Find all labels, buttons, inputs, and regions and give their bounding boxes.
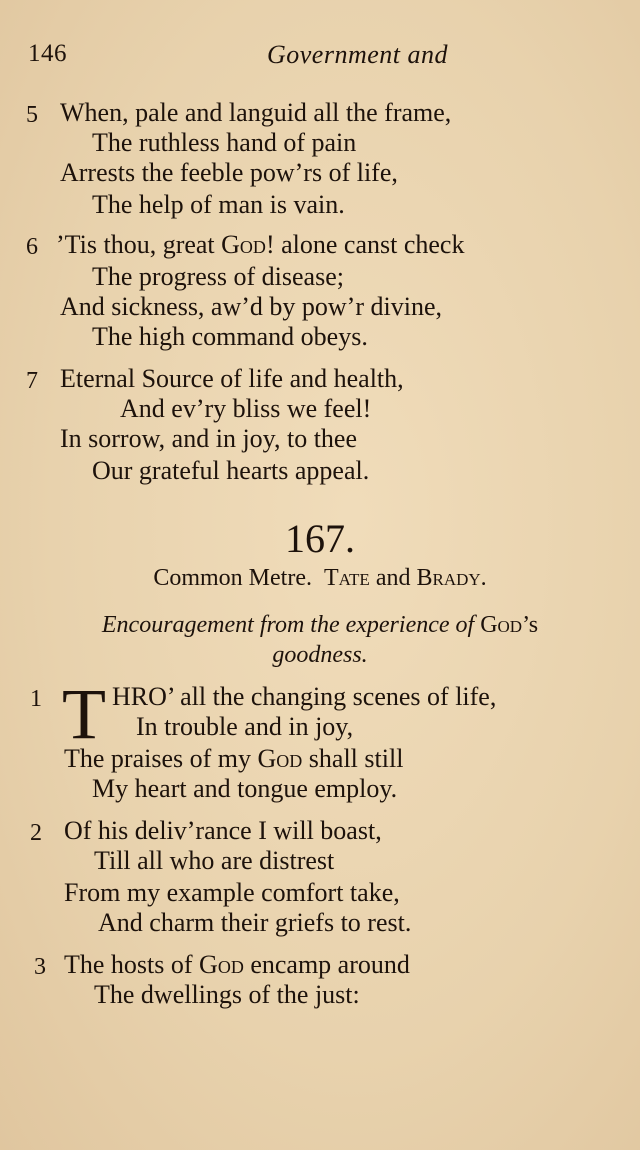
author-brady: Brady — [416, 565, 481, 591]
stanza-number: 7 — [26, 368, 38, 394]
page-header — [28, 40, 588, 80]
stanza-number: 3 — [34, 954, 46, 980]
page-number: 146 — [28, 40, 67, 67]
verse-line: Our grateful hearts appeal. — [92, 456, 370, 485]
verse-line: When, pale and languid all the frame, — [60, 98, 452, 127]
verse-line: ’Tis thou, great God! alone canst check — [56, 230, 465, 259]
author-tate: Tate — [323, 565, 370, 591]
stanza-number: 6 — [26, 234, 38, 260]
verse-line: The help of man is vain. — [92, 190, 345, 219]
verse-line: Of his deliv’rance I will boast, — [64, 816, 382, 845]
verse-line: My heart and tongue employ. — [92, 774, 398, 803]
meter: Common Metre. — [153, 565, 312, 591]
verse-line: In trouble and in joy, — [136, 712, 354, 741]
verse-line: And charm their griefs to rest. — [98, 908, 412, 937]
verse-line: And sickness, aw’d by pow’r divine, — [60, 292, 442, 321]
hymn-subject: Encouragement from the experience of God’s — [101, 612, 539, 638]
verse-line: Till all who are distrest — [94, 846, 335, 875]
verse-line: The progress of disease; — [92, 262, 344, 291]
stanza-number: 5 — [26, 102, 38, 128]
hymn-number: 167. — [285, 516, 355, 561]
verse-line: The high command obeys. — [92, 322, 368, 351]
verse-line: Eternal Source of life and health, — [60, 364, 404, 393]
verse-line: The hosts of God encamp around — [64, 950, 410, 979]
verse-line: The ruthless hand of pain — [92, 128, 357, 157]
verse-line: In sorrow, and in joy, to thee — [60, 424, 358, 453]
stanza-number: 2 — [30, 820, 42, 846]
verse-line: The praises of my God shall still — [64, 744, 404, 773]
verse-line: Arrests the feeble pow’rs of life, — [60, 158, 398, 187]
verse-line: From my example comfort take, — [64, 878, 400, 907]
verse-line: The dwellings of the just: — [94, 980, 360, 1009]
running-head: Government and — [266, 40, 448, 69]
meter-and-authors: Common Metre. Tate and Brady. — [153, 565, 487, 591]
drop-cap: T — [62, 674, 106, 754]
verse-line: HRO’ all the changing scenes of life, — [112, 682, 497, 711]
stanza-number: 1 — [30, 686, 42, 712]
verse-line: And ev’ry bliss we feel! — [120, 394, 372, 423]
hymn-subject-cont: goodness. — [272, 642, 368, 668]
